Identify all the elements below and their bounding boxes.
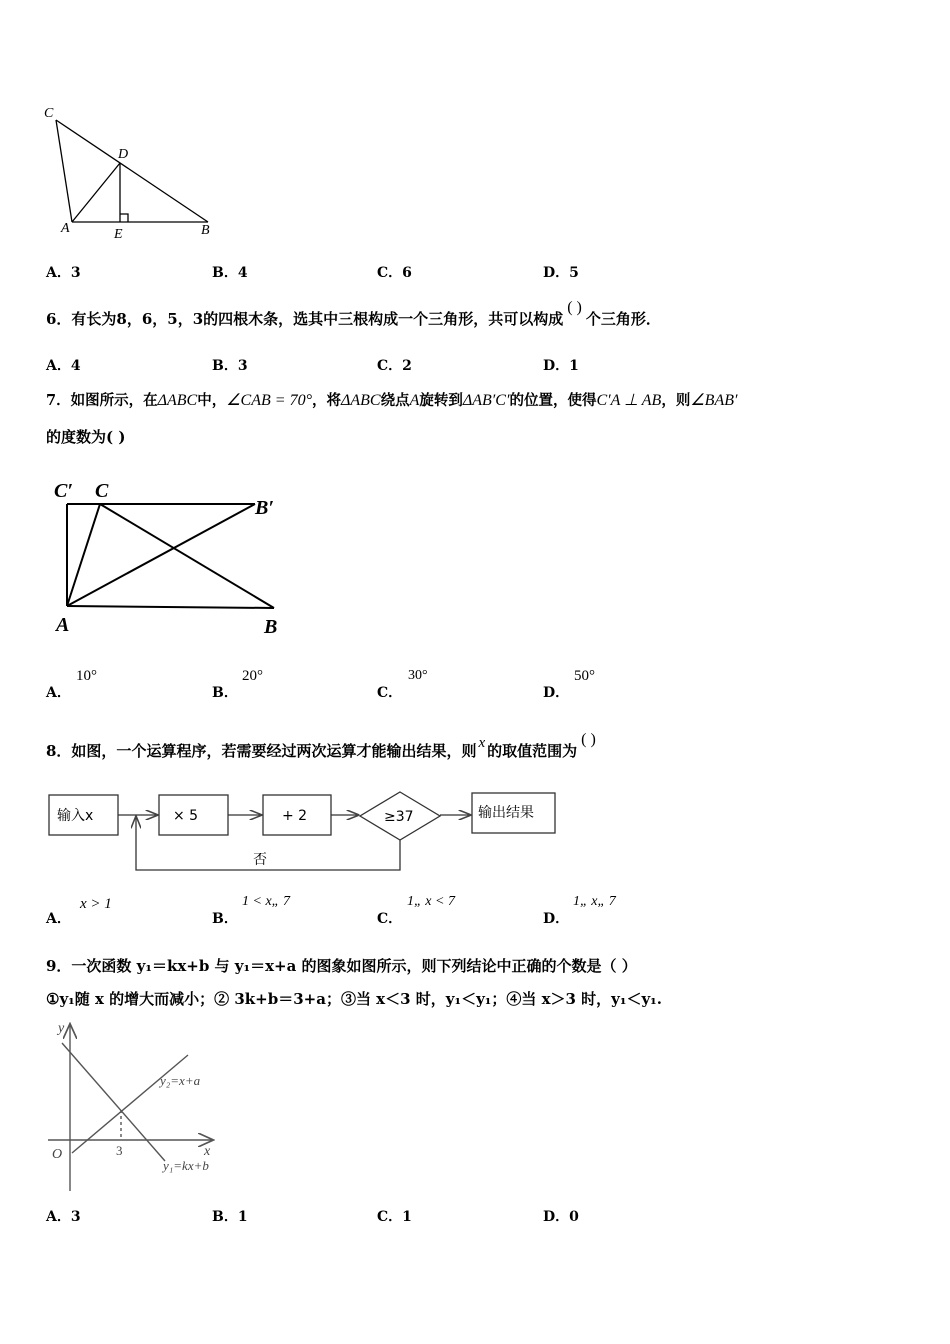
q5-label-b: B: [201, 223, 210, 238]
q7-option-c[interactable]: C．: [377, 685, 403, 701]
q8-flow-output: 输出结果: [478, 805, 534, 821]
q5-label-e: E: [114, 227, 123, 242]
q7-option-d-value: 50°: [574, 668, 595, 684]
q5-option-a[interactable]: A．3: [46, 265, 81, 281]
q6-option-a[interactable]: A．4: [46, 358, 81, 374]
q9-origin-label: O: [52, 1147, 63, 1162]
q8-flowchart: [44, 786, 564, 876]
q9-x-axis-label: x: [204, 1144, 211, 1159]
q8-option-b[interactable]: B．: [212, 911, 238, 927]
q5-label-a: A: [61, 221, 70, 236]
q9-option-c[interactable]: C．1: [377, 1209, 412, 1225]
q5-option-c[interactable]: C．6: [377, 265, 412, 281]
q9-option-b[interactable]: B．1: [212, 1209, 248, 1225]
q9-y-axis-label: y: [58, 1021, 65, 1036]
q8-flow-no-label: 否: [253, 852, 267, 868]
q5-triangle-figure: [40, 100, 230, 245]
q5-option-b[interactable]: B．4: [212, 265, 248, 281]
q8-flow-add: + 2: [282, 808, 308, 824]
q8-stem: 8．如图，一个运算程序，若需要经过两次运算才能输出结果，则 x 的取值范围为( ): [46, 731, 596, 760]
q8-option-d[interactable]: D．: [543, 911, 570, 927]
q7-option-c-value: 30°: [408, 668, 428, 683]
q9-stem: 9．一次函数 y₁＝kx+b 与 y₁＝x+a 的图象如图所示，则下列结论中正确的个数是（ ）: [46, 957, 637, 975]
q6-option-c[interactable]: C．2: [377, 358, 412, 374]
q7-option-d[interactable]: D．: [543, 685, 570, 701]
q8-option-c-value: 1„ x < 7: [407, 894, 455, 909]
q7-option-b[interactable]: B．: [212, 685, 238, 701]
q9-option-a[interactable]: A．3: [46, 1209, 81, 1225]
q8-flow-condition: ≥37: [384, 809, 414, 825]
q7-stem-line2: 的度数为( ): [46, 428, 126, 446]
q5-label-c: C: [44, 106, 54, 121]
q8-option-c[interactable]: C．: [377, 911, 403, 927]
q6-option-b[interactable]: B．3: [212, 358, 248, 374]
q7-option-b-value: 20°: [242, 668, 263, 684]
q7-label-c: C: [95, 480, 109, 502]
q8-option-b-value: 1 < x„ 7: [242, 894, 290, 909]
q9-conclusions: ①y₁随 x 的增大而减小；② 3k+b＝3+a；③当 x＜3 时，y₁＜y₁；④当 x＞3 时，y₁＜y₁.: [46, 990, 662, 1008]
q7-label-c-prime: C′: [54, 480, 73, 502]
q7-stem: 7．如图所示，在ΔABC中，∠CAB = 70°，将ΔABC绕点A旋转到ΔAB′C′的位置，使得C′A ⊥ AB，则∠BAB′: [46, 392, 738, 409]
q7-rotation-figure: [50, 474, 290, 640]
q9-option-d[interactable]: D．0: [543, 1209, 579, 1225]
q8-option-d-value: 1„ x„ 7: [573, 894, 616, 909]
q8-flow-multiply: × 5: [173, 808, 199, 824]
q8-option-a-value: x > 1: [80, 896, 112, 912]
q5-option-d[interactable]: D．5: [543, 265, 579, 281]
q8-flow-input: 输入x: [57, 808, 94, 824]
q7-option-a-value: 10°: [76, 668, 97, 684]
q8-option-a[interactable]: A．: [46, 911, 71, 927]
q9-function-graph: [40, 1015, 230, 1200]
q7-label-b-prime: B′: [255, 497, 274, 519]
q7-label-a: A: [56, 614, 70, 636]
q7-option-a[interactable]: A．: [46, 685, 71, 701]
q9-line-y2-label: y₂=x+a: [160, 1073, 201, 1088]
q9-line-y1-label: y₁=kx+b: [163, 1158, 209, 1173]
q6-option-d[interactable]: D．1: [543, 358, 579, 374]
q6-stem: 6．有长为8，6，5，3的四根木条，选其中三根构成一个三角形，共可以构成( )个三角形．: [46, 299, 661, 328]
q9-tick-3: 3: [116, 1143, 123, 1158]
q5-label-d: D: [118, 147, 129, 162]
q7-label-b: B: [264, 616, 278, 638]
